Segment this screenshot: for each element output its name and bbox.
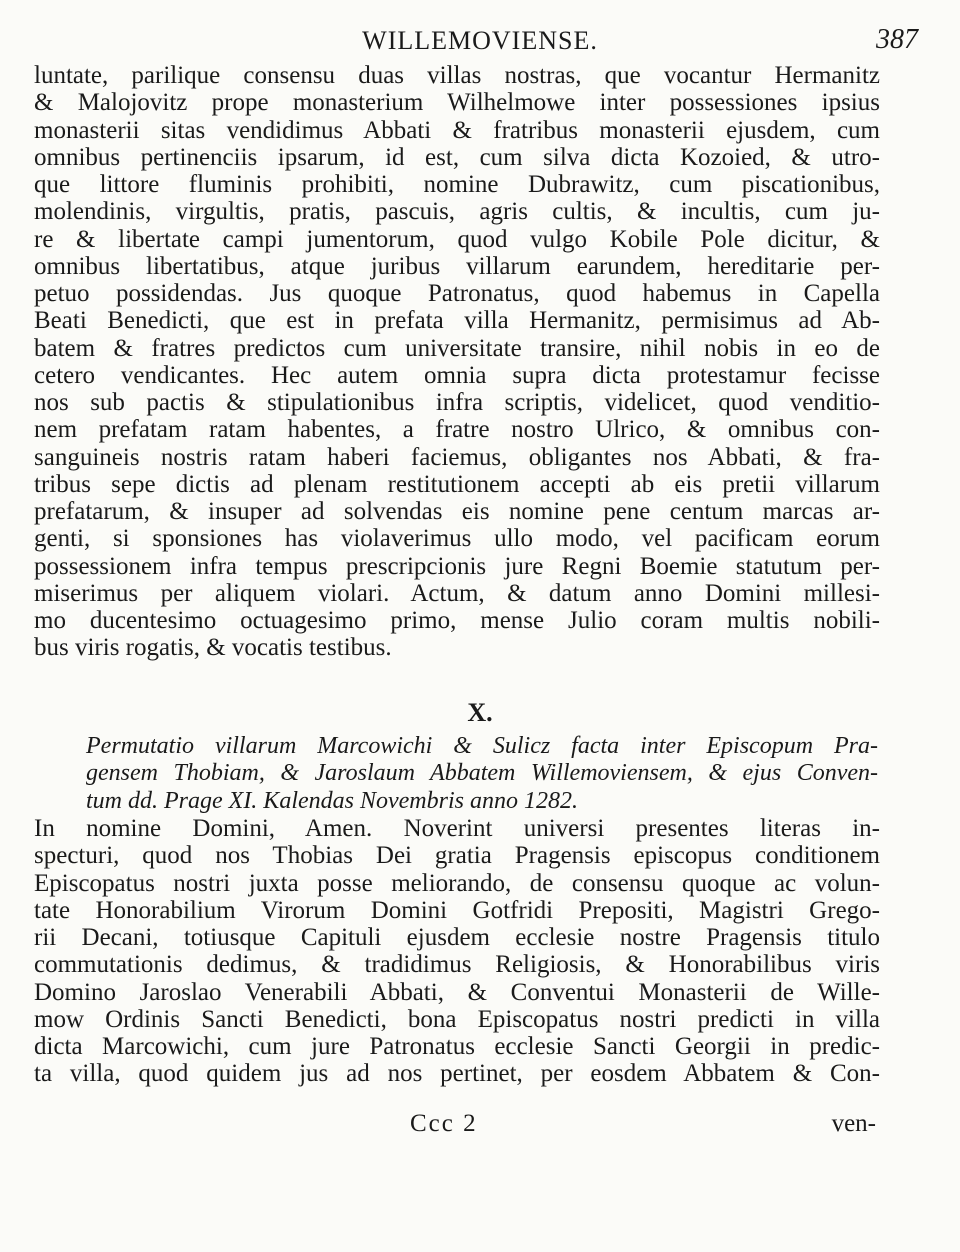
text-line: prefatarum, & insuper ad solvendas eis nomine pene centum marcas ar- bbox=[34, 498, 880, 525]
text-line: Domino Jaroslao Venerabili Abbati, & Conventui Monasterii de Wille- bbox=[34, 978, 880, 1006]
text-line: tate Honorabilium Virorum Domini Gotfridi Prepositi, Magistri Grego- bbox=[34, 896, 880, 924]
text-line: commutationis dedimus, & tradidimus Religiosis, & Honorabilibus viris bbox=[34, 951, 880, 979]
text-line: cetero vendicantes. Hec autem omnia supra dicta protestamur fecisse bbox=[34, 361, 880, 389]
running-head bbox=[0, 22, 960, 62]
text-line: mo ducentesimo octuagesimo primo, mense Julio coram multis nobili- bbox=[34, 607, 880, 634]
text-line: miserimus per aliquem violari. Actum, & datum anno Domini millesi- bbox=[34, 579, 880, 607]
heading-line: tum dd. Prage XI. Kalendas Novembris anno 1282. bbox=[86, 787, 578, 814]
text-line: nem prefatam ratam habentes, a fratre nostro Ulrico, & omnibus con- bbox=[34, 416, 880, 444]
text-line: & Malojovitz prope monasterium Wilhelmowe inter possessiones ipsius bbox=[34, 89, 880, 117]
text-line: nos sub pactis & stipulationibus infra scriptis, videlicet, quod venditio- bbox=[34, 389, 880, 416]
text-line: que littore fluminis prohibiti, nomine Dubrawitz, cum piscationibus, bbox=[34, 171, 880, 198]
heading-line: Permutatio villarum Marcowichi & Sulicz facta inter Episcopum Pra- bbox=[86, 733, 878, 759]
text-line: tribus sepe dictis ad plenam restitutionem accepti ab eis pretii villarum bbox=[34, 470, 880, 498]
text-line: mow Ordinis Sancti Benedicti, bona Episcopatus nostri predicti in villa bbox=[34, 1005, 880, 1033]
section-number: X. bbox=[467, 698, 493, 727]
text-line: bus viris rogatis, & vocatis testibus. bbox=[34, 634, 392, 662]
text-line: re & libertate campi jumentorum, quod vulgo Kobile Pole dicitur, & bbox=[34, 225, 880, 253]
signature-mark: Ccc 2 bbox=[410, 1110, 478, 1137]
page-number: 387 bbox=[876, 24, 918, 55]
text-line: genti, si sponsiones has violaverimus ullo modo, vel pacificam eorum bbox=[34, 525, 880, 553]
text-line: possessionem infra tempus prescripcionis jure Regni Boemie statutum per- bbox=[34, 552, 880, 580]
text-line: specturi, quod nos Thobias Dei gratia Pragensis episcopus conditionem bbox=[34, 842, 880, 870]
body-text-second bbox=[34, 815, 880, 1088]
section-heading bbox=[86, 733, 878, 815]
text-line: sanguineis nostris ratam haberi faciemus, obligantes nos Abbati, & fra- bbox=[34, 443, 880, 471]
text-line: dicta Marcowichi, cum jure Patronatus ecclesie Sancti Georgii in predic- bbox=[34, 1033, 880, 1060]
text-line: molendinis, virgultis, pratis, pascuis, agris cultis, & incultis, cum ju- bbox=[34, 198, 880, 226]
text-line: omnibus libertatibus, atque juribus villarum earundem, hereditarie per- bbox=[34, 252, 880, 280]
running-title: WILLEMOVIENSE. bbox=[362, 26, 598, 55]
text-line: Beati Benedicti, que est in prefata villa Hermanitz, permisimus ad Ab- bbox=[34, 307, 880, 335]
text-line: batem & fratres predictos cum universitate transire, nihil nobis in eo de bbox=[34, 334, 880, 362]
catchword: ven- bbox=[831, 1110, 876, 1137]
page-footer bbox=[0, 1110, 960, 1144]
text-line: In nomine Domini, Amen. Noverint universi presentes literas in- bbox=[34, 815, 880, 842]
text-line: luntate, parilique consensu duas villas nostras, que vocantur Hermanitz bbox=[34, 62, 880, 89]
text-line: Episcopatus nostri juxta posse meliorando, de consensu quoque ac volun- bbox=[34, 869, 880, 897]
text-line: petuo possidendas. Jus quoque Patronatus, quod habemus in Capella bbox=[34, 280, 880, 307]
text-line: rii Decani, totiusque Capituli ejusdem ecclesie nostre Pragensis titulo bbox=[34, 924, 880, 951]
body-text bbox=[34, 62, 880, 662]
heading-line: gensem Thobiam, & Jaroslaum Abbatem Willemoviensem, & ejus Conven- bbox=[86, 760, 878, 787]
text-line: omnibus pertinenciis ipsarum, id est, cum silva dicta Kozoied, & utro- bbox=[34, 143, 880, 171]
text-line: monasterii sitas vendidimus Abbati & fratribus monasterii ejusdem, cum bbox=[34, 116, 880, 144]
text-line: ta villa, quod quidem jus ad nos pertinet, per eosdem Abbatem & Con- bbox=[34, 1060, 880, 1088]
